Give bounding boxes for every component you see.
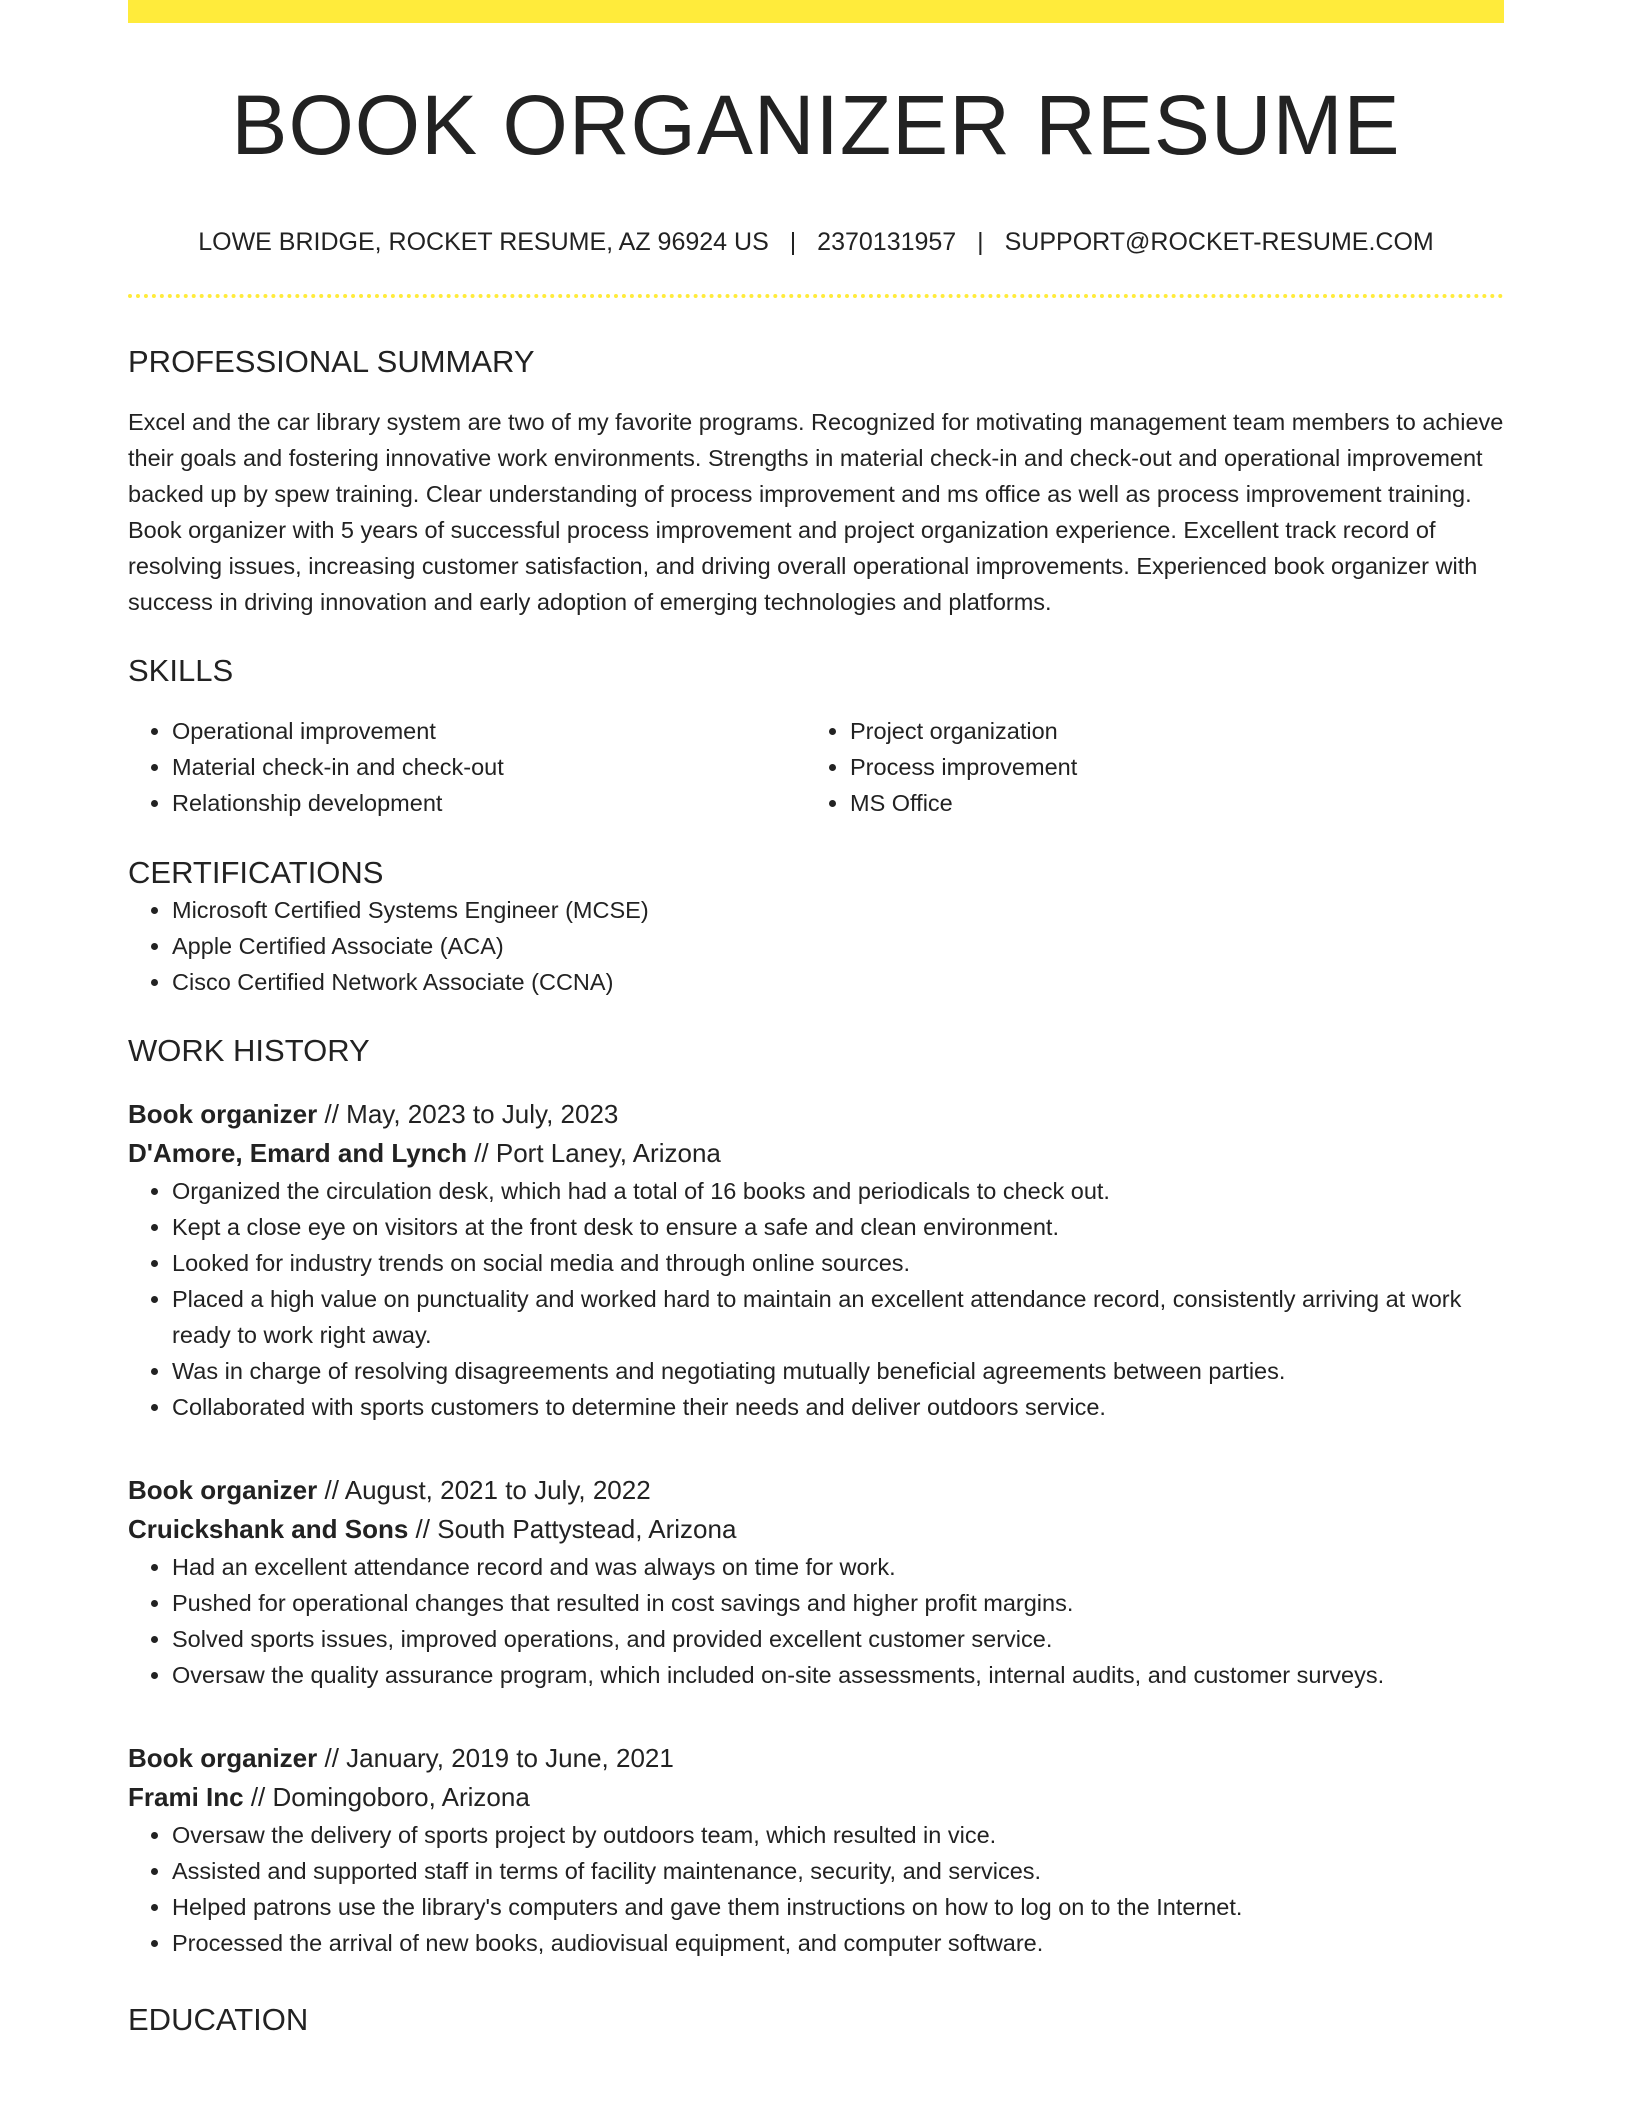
job-bullet-list bbox=[128, 1173, 1504, 1425]
skills-column-left bbox=[128, 713, 806, 821]
job-entry bbox=[128, 1471, 1504, 1693]
contact-phone: 2370131957 bbox=[817, 228, 957, 256]
work-history-heading: WORK HISTORY bbox=[128, 1032, 370, 1068]
skill-item: • Project organization bbox=[850, 713, 1484, 749]
resume-title: BOOK ORGANIZER RESUME bbox=[231, 78, 1401, 172]
job-entry bbox=[128, 1095, 1504, 1425]
job-bullet: • Helped patrons use the library's computers and gave them instructions on how to log on to the Internet. bbox=[172, 1889, 1504, 1925]
contact-separator: | bbox=[789, 228, 797, 256]
job-dates: January, 2019 to June, 2021 bbox=[346, 1742, 674, 1773]
job-location: Port Laney, Arizona bbox=[495, 1137, 721, 1168]
contact-address: LOWE BRIDGE, ROCKET RESUME, AZ 96924 US bbox=[198, 228, 769, 256]
job-location: Domingoboro, Arizona bbox=[272, 1781, 530, 1812]
skills-list-left bbox=[128, 713, 806, 821]
summary-heading: PROFESSIONAL SUMMARY bbox=[128, 344, 535, 379]
job-company: Cruickshank and Sons bbox=[128, 1513, 409, 1544]
job-location: South Pattystead, Arizona bbox=[437, 1513, 737, 1544]
job-bullet: • Had an excellent attendance record and was always on time for work. bbox=[172, 1549, 1504, 1585]
job-bullet: • Solved sports issues, improved operations, and provided excellent customer service. bbox=[172, 1621, 1504, 1657]
skills-heading: SKILLS bbox=[128, 653, 234, 689]
job-role-line bbox=[128, 1739, 1504, 1778]
job-role: Book organizer bbox=[128, 1742, 318, 1773]
certifications-heading: CERTIFICATIONS bbox=[128, 855, 384, 891]
job-divider: // bbox=[250, 1781, 266, 1812]
job-role-line bbox=[128, 1095, 1504, 1134]
skill-item: • Material check-in and check-out bbox=[172, 749, 806, 785]
certifications-list bbox=[128, 892, 1504, 1000]
job-bullet-list bbox=[128, 1817, 1504, 1961]
certification-item: • Apple Certified Associate (ACA) bbox=[172, 928, 1504, 964]
job-company-line bbox=[128, 1778, 1504, 1817]
skill-item: • MS Office bbox=[850, 785, 1484, 821]
job-bullet: • Processed the arrival of new books, audiovisual equipment, and computer software. bbox=[172, 1925, 1504, 1961]
job-bullet: • Organized the circulation desk, which had a total of 16 books and periodicals to check out. bbox=[172, 1173, 1504, 1209]
job-role-line bbox=[128, 1471, 1504, 1510]
skills-column-right bbox=[806, 713, 1484, 821]
summary-text: Excel and the car library system are two of my favorite programs. Recognized for motivating management team members to achieve their goals and fostering innovative work environments. Strengths in material check-in and check-out and operational improvement backed up by spew training. Clear understanding of process improvement and ms office as well as process improvement training. Book organizer with 5 years of successful process improvement and project organization experience. Excellent track record of resolving issues, increasing customer satisfaction, and driving overall operational improvements. Experienced book organizer with success in driving innovation and early adoption of emerging technologies and platforms. bbox=[128, 409, 1504, 616]
skill-item: • Process improvement bbox=[850, 749, 1484, 785]
job-bullet: • Looked for industry trends on social media and through online sources. bbox=[172, 1245, 1504, 1281]
job-company-line bbox=[128, 1510, 1504, 1549]
contact-separator: | bbox=[977, 228, 984, 256]
job-bullet: • Oversaw the delivery of sports project by outdoors team, which resulted in vice. bbox=[172, 1817, 1504, 1853]
job-bullet: • Oversaw the quality assurance program, which included on-site assessments, internal audits, and customer surveys. bbox=[172, 1657, 1504, 1693]
job-dates: August, 2021 to July, 2022 bbox=[344, 1474, 651, 1505]
accent-top-bar bbox=[128, 0, 1504, 23]
job-divider: // bbox=[415, 1513, 430, 1544]
job-entry bbox=[128, 1739, 1504, 1961]
job-dates: May, 2023 to July, 2023 bbox=[346, 1098, 619, 1129]
skill-item: • Operational improvement bbox=[172, 713, 806, 749]
job-bullet: • Was in charge of resolving disagreements and negotiating mutually beneficial agreements between parties. bbox=[172, 1353, 1504, 1389]
job-bullet: • Kept a close eye on visitors at the front desk to ensure a safe and clean environment. bbox=[172, 1209, 1504, 1245]
certification-item: • Microsoft Certified Systems Engineer (MCSE) bbox=[172, 892, 1504, 928]
resume-page bbox=[128, 0, 1504, 2038]
job-bullet: • Assisted and supported staff in terms of facility maintenance, security, and services. bbox=[172, 1853, 1504, 1889]
job-bullet: • Collaborated with sports customers to determine their needs and deliver outdoors service. bbox=[172, 1389, 1504, 1425]
skills-grid bbox=[128, 713, 1504, 821]
job-bullet: • Placed a high value on punctuality and worked hard to maintain an excellent attendance record, consistently arriving at work ready to work right away. bbox=[172, 1281, 1504, 1353]
contact-line bbox=[128, 227, 1504, 257]
certification-item: • Cisco Certified Network Associate (CCNA) bbox=[172, 964, 1504, 1000]
job-company: Frami Inc bbox=[128, 1781, 244, 1812]
job-role: Book organizer bbox=[128, 1474, 318, 1505]
job-role: Book organizer bbox=[128, 1098, 318, 1129]
education-heading: EDUCATION bbox=[128, 2001, 309, 2037]
job-bullet-list bbox=[128, 1549, 1504, 1693]
header-divider bbox=[128, 294, 1504, 298]
contact-email: SUPPORT@ROCKET-RESUME.COM bbox=[1004, 228, 1434, 256]
job-divider: // bbox=[324, 1742, 339, 1773]
job-bullet: • Pushed for operational changes that resulted in cost savings and higher profit margins. bbox=[172, 1585, 1504, 1621]
job-divider: // bbox=[474, 1137, 489, 1168]
skill-item: • Relationship development bbox=[172, 785, 806, 821]
job-company-line bbox=[128, 1134, 1504, 1173]
job-divider: // bbox=[324, 1474, 339, 1505]
job-company: D'Amore, Emard and Lynch bbox=[128, 1137, 467, 1168]
skills-list-right bbox=[806, 713, 1484, 821]
job-divider: // bbox=[324, 1098, 339, 1129]
